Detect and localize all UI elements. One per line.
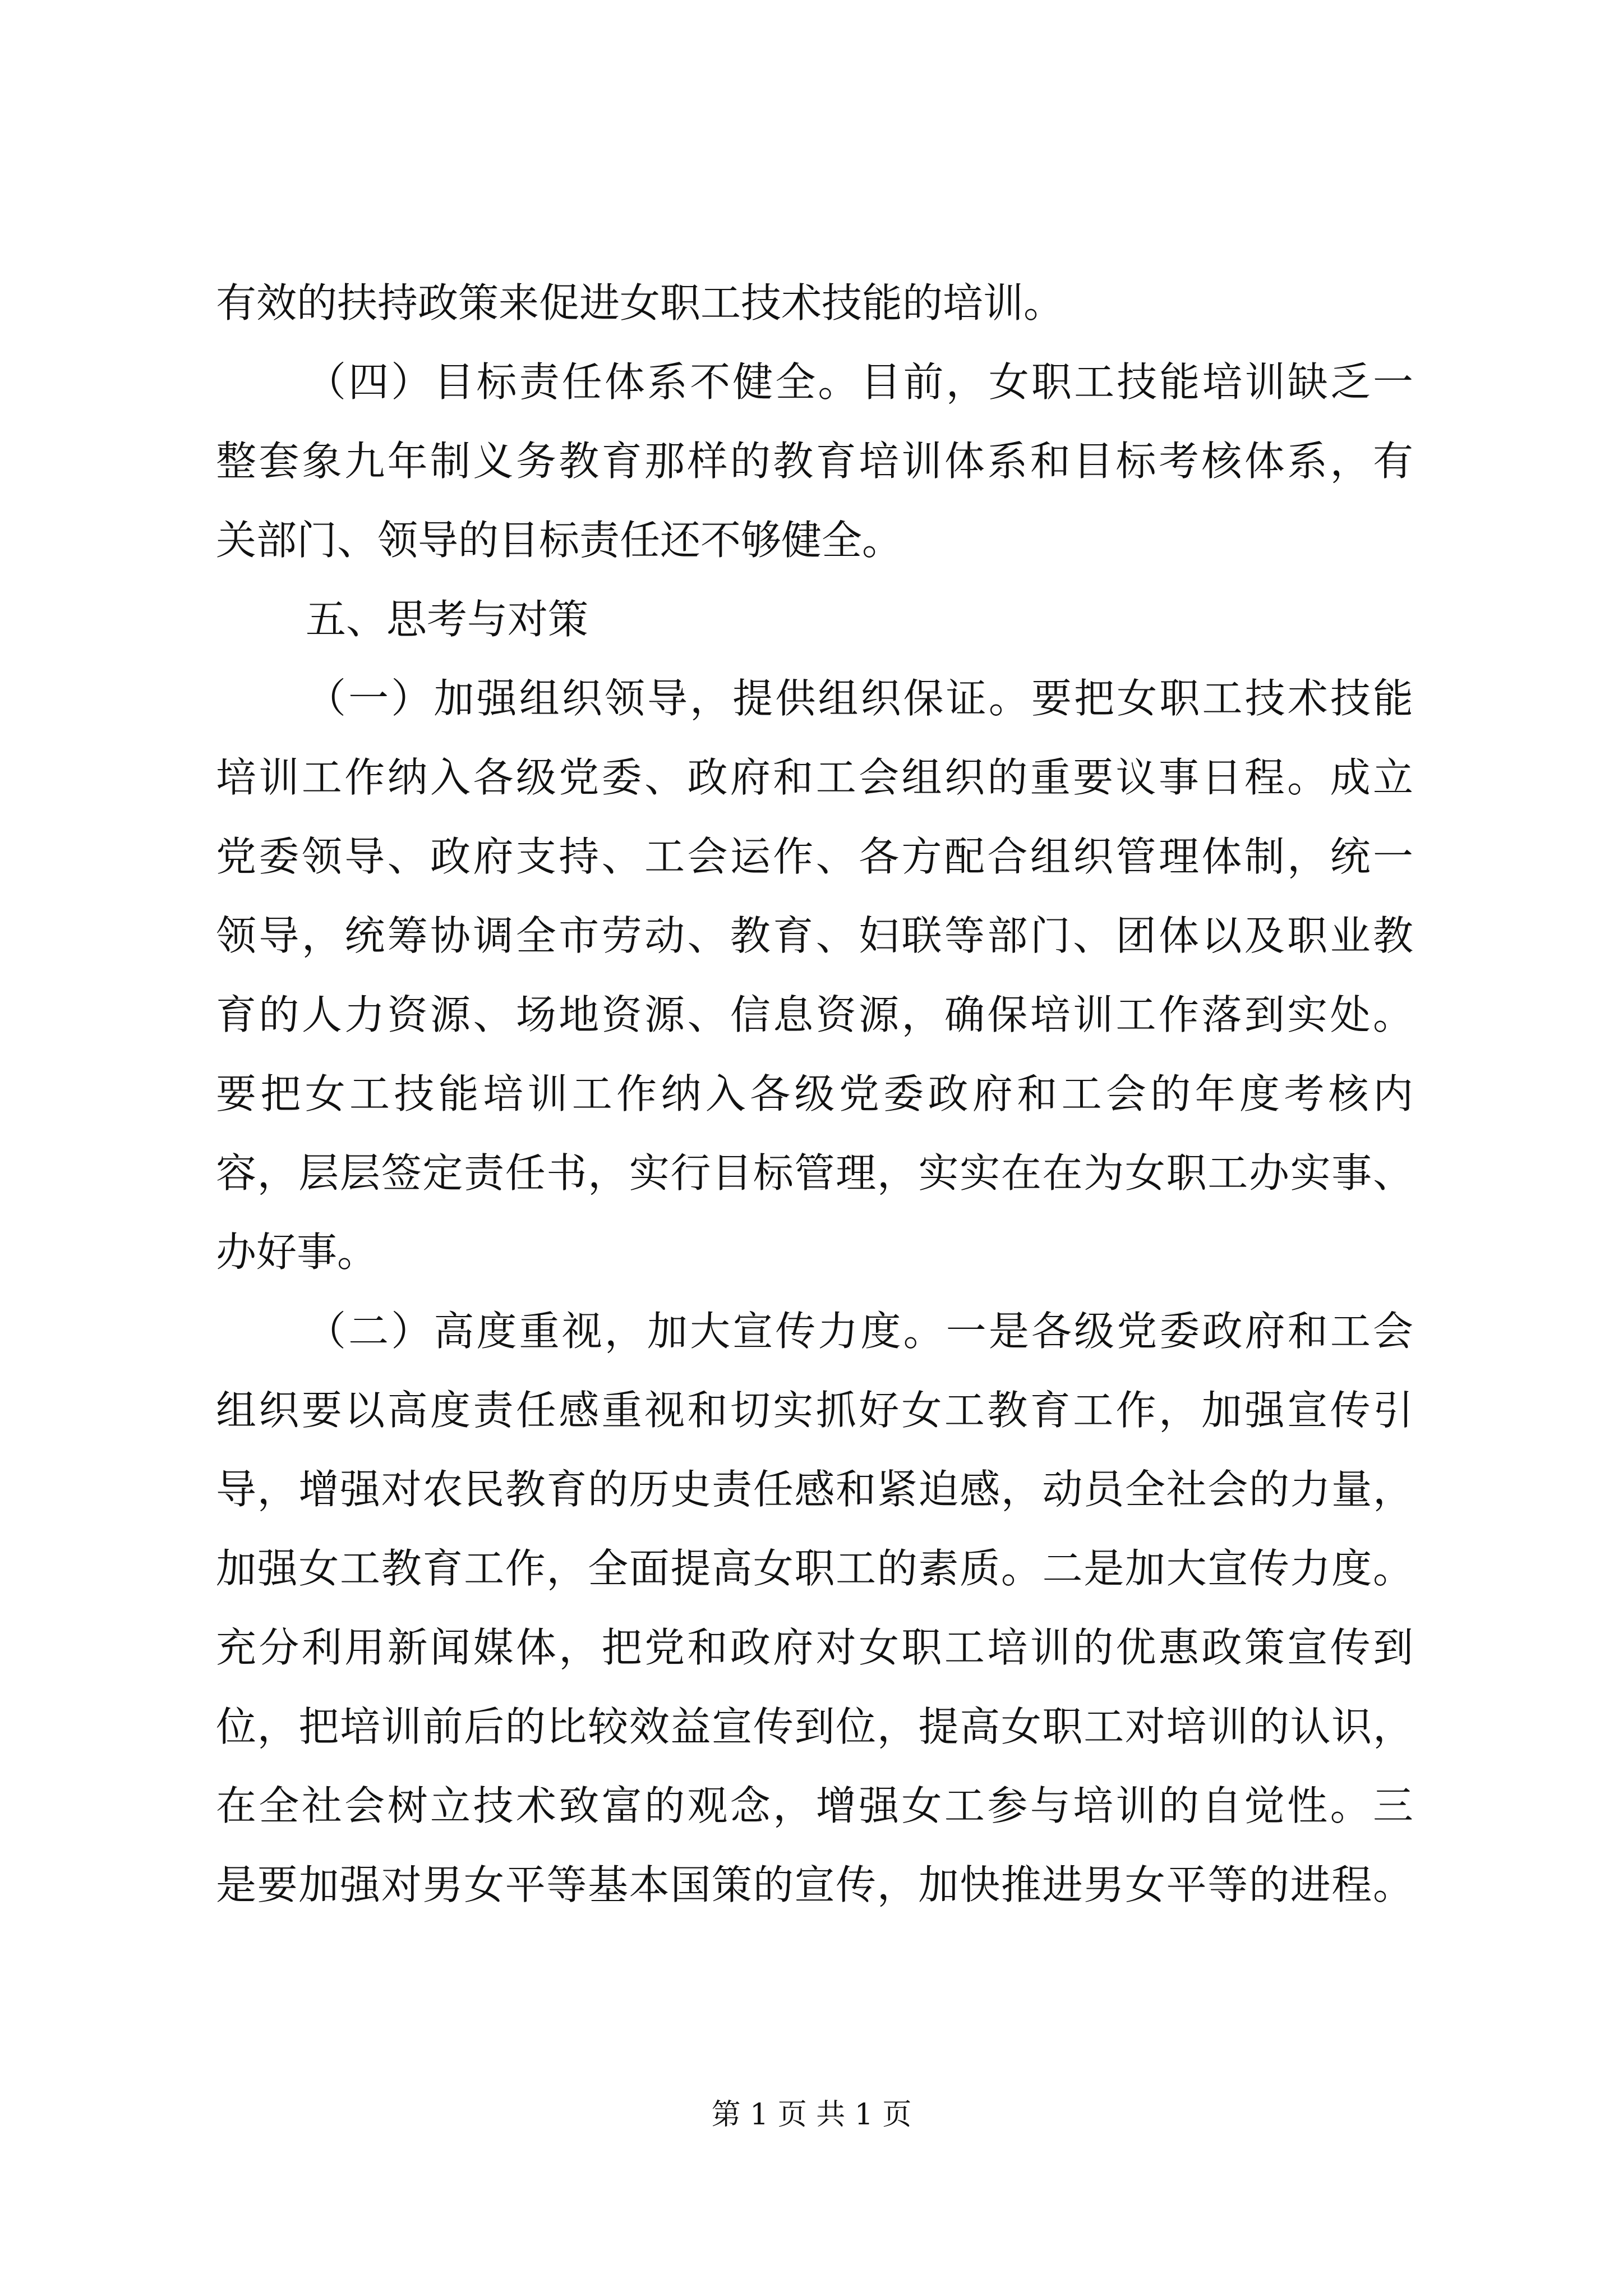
text-line: 加强女工教育工作，全面提高女职工的素质。二是加大宣传力度。 [216,1545,1413,1592]
text-line: 要把女工技能培训工作纳入各级党委政府和工会的年度考核内 [216,1070,1413,1117]
text-line: 培训工作纳入各级党委、政府和工会组织的重要议事日程。成立 [216,754,1413,801]
text-line: （一）加强组织领导，提供组织保证。要把女职工技术技能 [306,675,1413,722]
text-line: 位，把培训前后的比较效益宣传到位，提高女职工对培训的认识， [216,1703,1413,1750]
text-line: 育的人力资源、场地资源、信息资源，确保培训工作落到实处。 [216,991,1413,1038]
text-line: 容，层层签定责任书，实行目标管理，实实在在为女职工办实事、 [216,1149,1413,1197]
section-heading: 五、思考与对策 [306,596,589,643]
text-line: （二）高度重视，加大宣传力度。一是各级党委政府和工会 [306,1308,1413,1355]
text-line: 整套象九年制义务教育那样的教育培训体系和目标考核体系，有 [216,438,1413,485]
text-line: 有效的扶持政策来促进女职工技术技能的培训。 [216,279,1064,326]
text-line: 党委领导、政府支持、工会运作、各方配合组织管理体制，统一 [216,833,1413,880]
text-line: 在全社会树立技术致富的观念，增强女工参与培训的自觉性。三 [216,1782,1413,1829]
text-line: 领导，统筹协调全市劳动、教育、妇联等部门、团体以及职业教 [216,912,1413,959]
text-line: 办好事。 [216,1228,378,1276]
text-line: 是要加强对男女平等基本国策的宣传，加快推进男女平等的进程。 [216,1861,1413,1908]
text-line: 导，增强对农民教育的历史责任感和紧迫感，动员全社会的力量， [216,1466,1413,1513]
text-line: （四）目标责任体系不健全。目前，女职工技能培训缺乏一 [306,358,1413,406]
text-line: 组织要以高度责任感重视和切实抓好女工教育工作，加强宣传引 [216,1387,1413,1434]
text-line: 充分利用新闻媒体，把党和政府对女职工培训的优惠政策宣传到 [216,1624,1413,1671]
page-number-footer: 第 1 页 共 1 页 [711,2098,912,2132]
text-line: 关部门、领导的目标责任还不够健全。 [216,517,903,564]
